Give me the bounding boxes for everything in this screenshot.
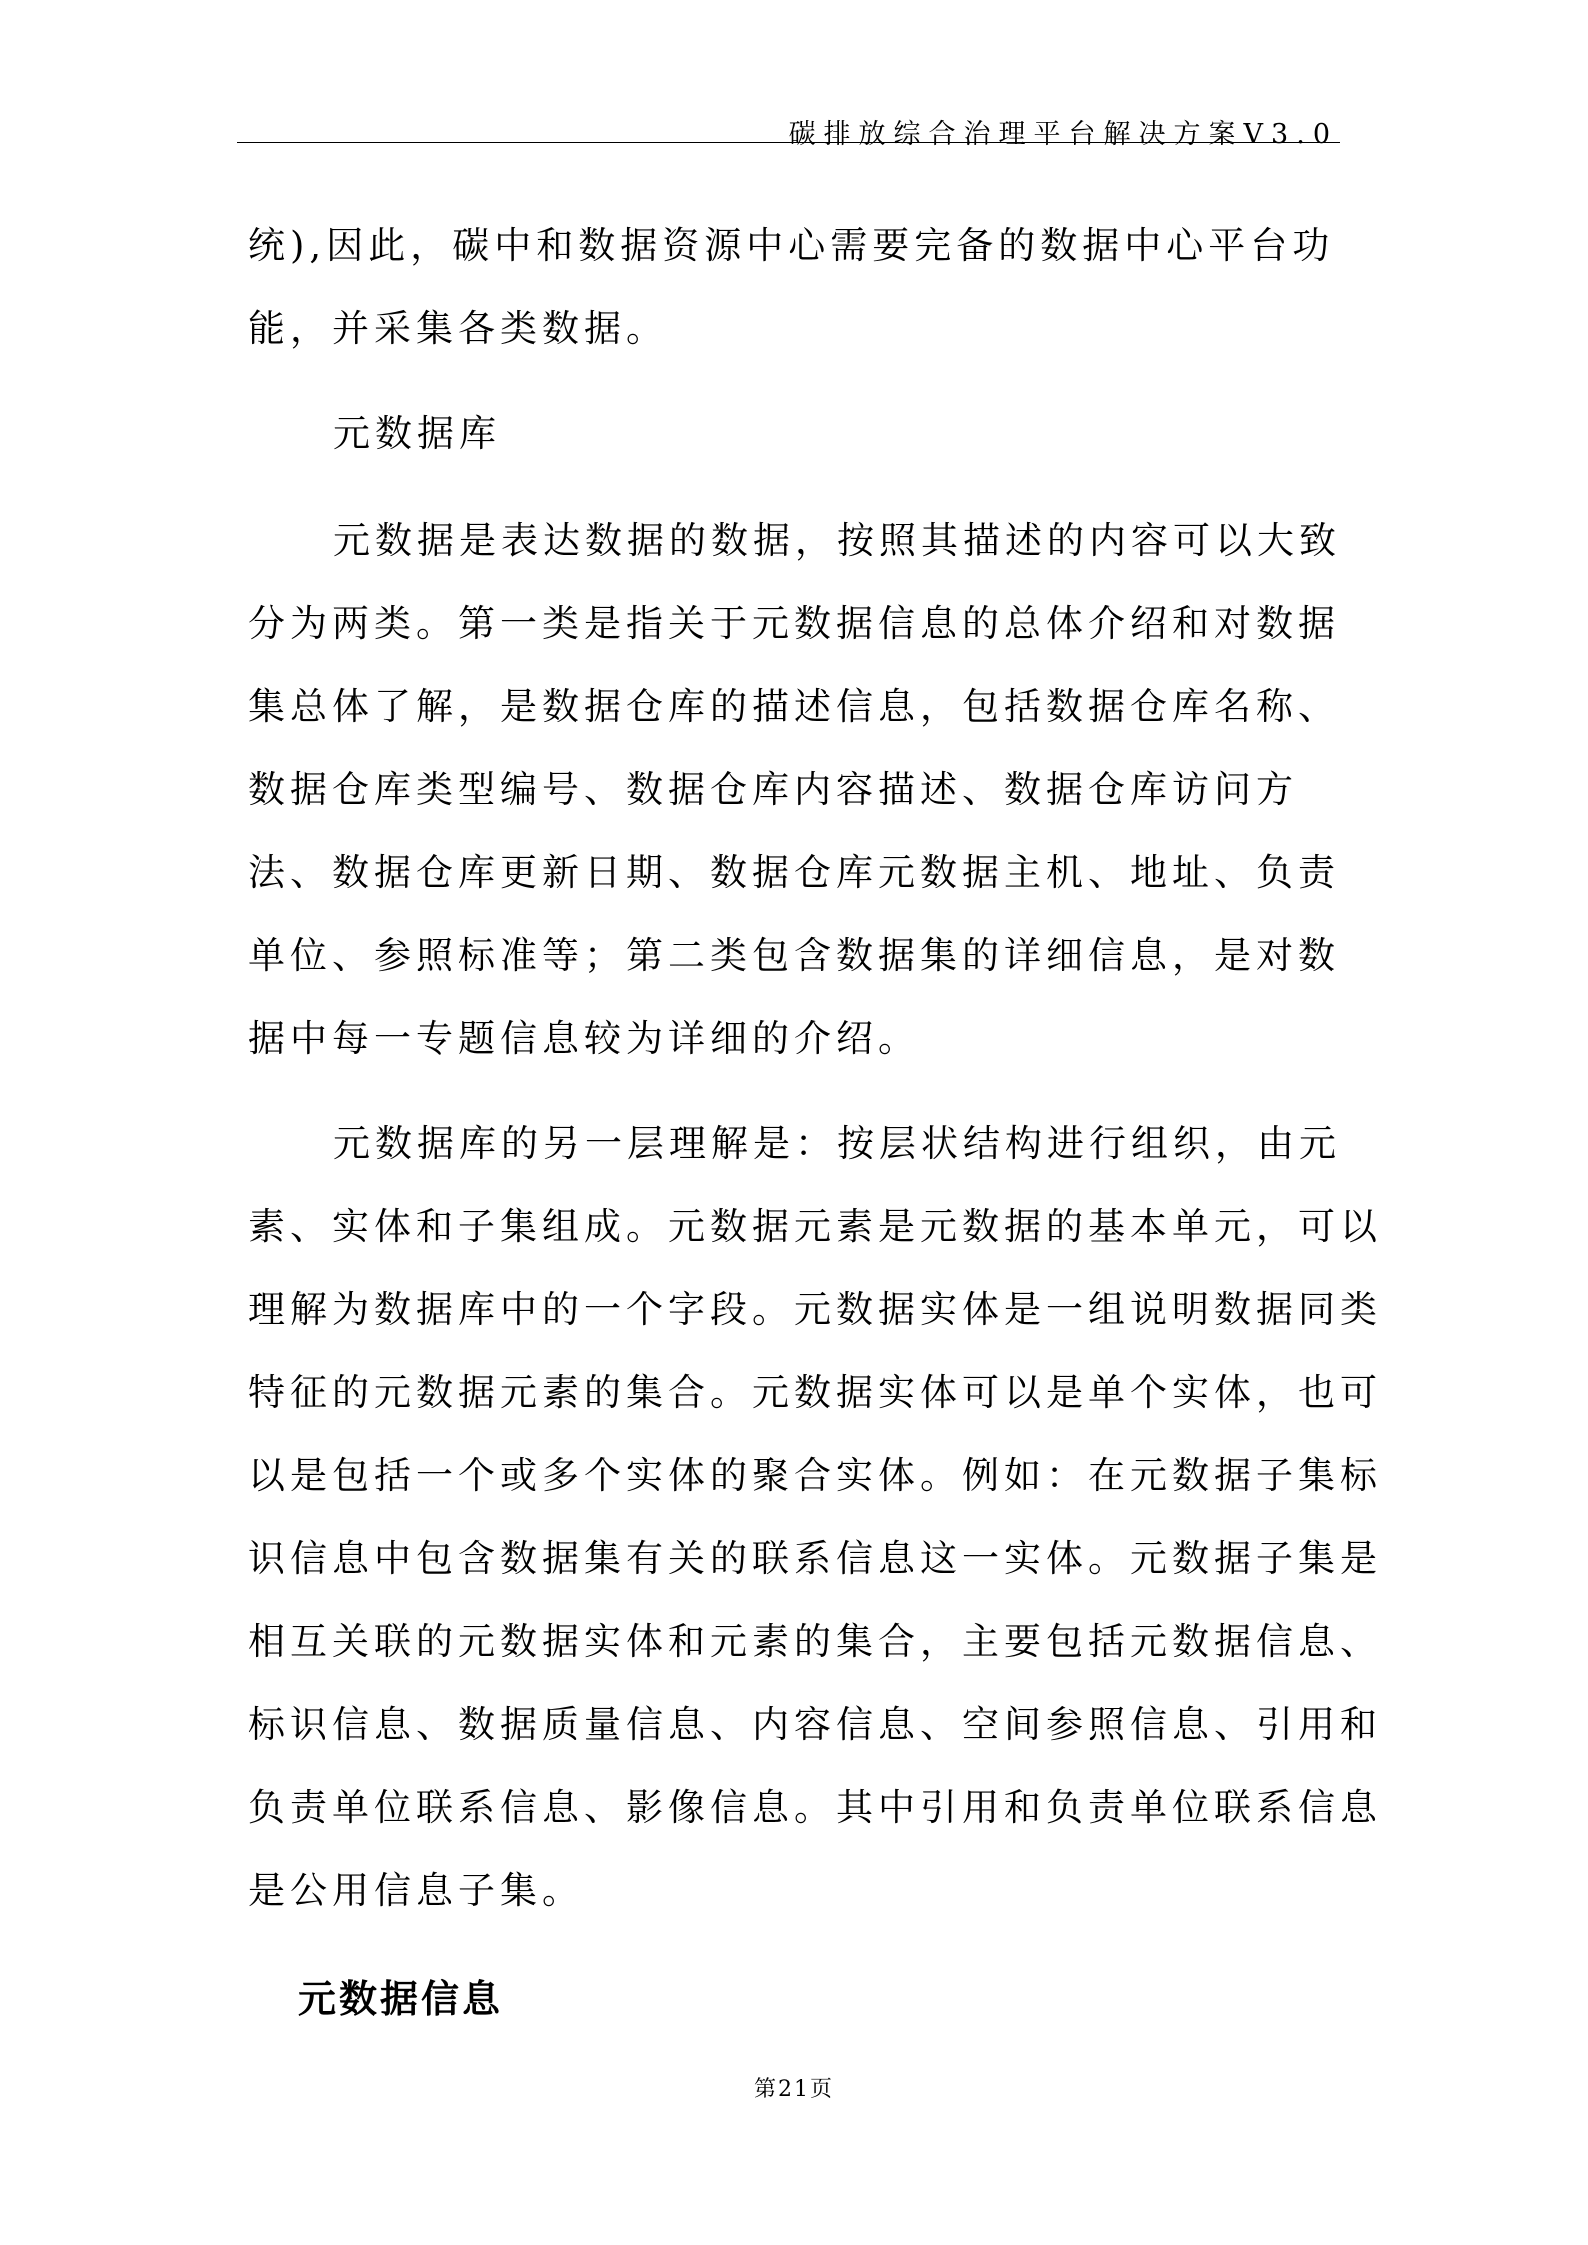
- page-body: [248, 204, 1388, 1932]
- section-heading: 元数据信息: [298, 1976, 504, 2021]
- paragraph-metadata-definition: 元数据是表达数据的数据，按照其描述的内容可以大致分为两类。第一类是指关于元数据信息的总体介绍和对数据集总体了解，是数据仓库的描述信息，包括数据仓库名称、数据仓库类型编号、数据仓库内容描述、数据仓库访问方法、数据仓库更新日期、数据仓库元数据主机、地址、负责单位、参照标准等；第二类包含数据集的详细信息，是对数据中每一专题信息较为详细的介绍。: [248, 519, 1341, 1060]
- paragraph-continuation: 统),因此，碳中和数据资源中心需要完备的数据中心平台功能，并采集各类数据。: [248, 224, 1335, 350]
- header-divider: [237, 142, 1340, 143]
- header-title: 碳排放综合治理平台解决方案V3.0: [788, 119, 1338, 150]
- page-number: 第21页: [754, 2077, 834, 2102]
- paragraph-metadata-structure: 元数据库的另一层理解是：按层状结构进行组织，由元素、实体和子集组成。元数据元素是元数据的基本单元，可以理解为数据库中的一个字段。元数据实体是一组说明数据同类特征的元数据元素的集合。元数据实体可以是单个实体，也可以是包括一个或多个实体的聚合实体。例如：在元数据子集标识信息中包含数据集有关的联系信息这一实体。元数据子集是相互关联的元数据实体和元素的集合，主要包括元数据信息、标识信息、数据质量信息、内容信息、空间参照信息、引用和负责单位联系信息、影像信息。其中引用和负责单位联系信息是公用信息子集。: [248, 1122, 1382, 1912]
- subheading-metadata-database: 元数据库: [333, 412, 501, 455]
